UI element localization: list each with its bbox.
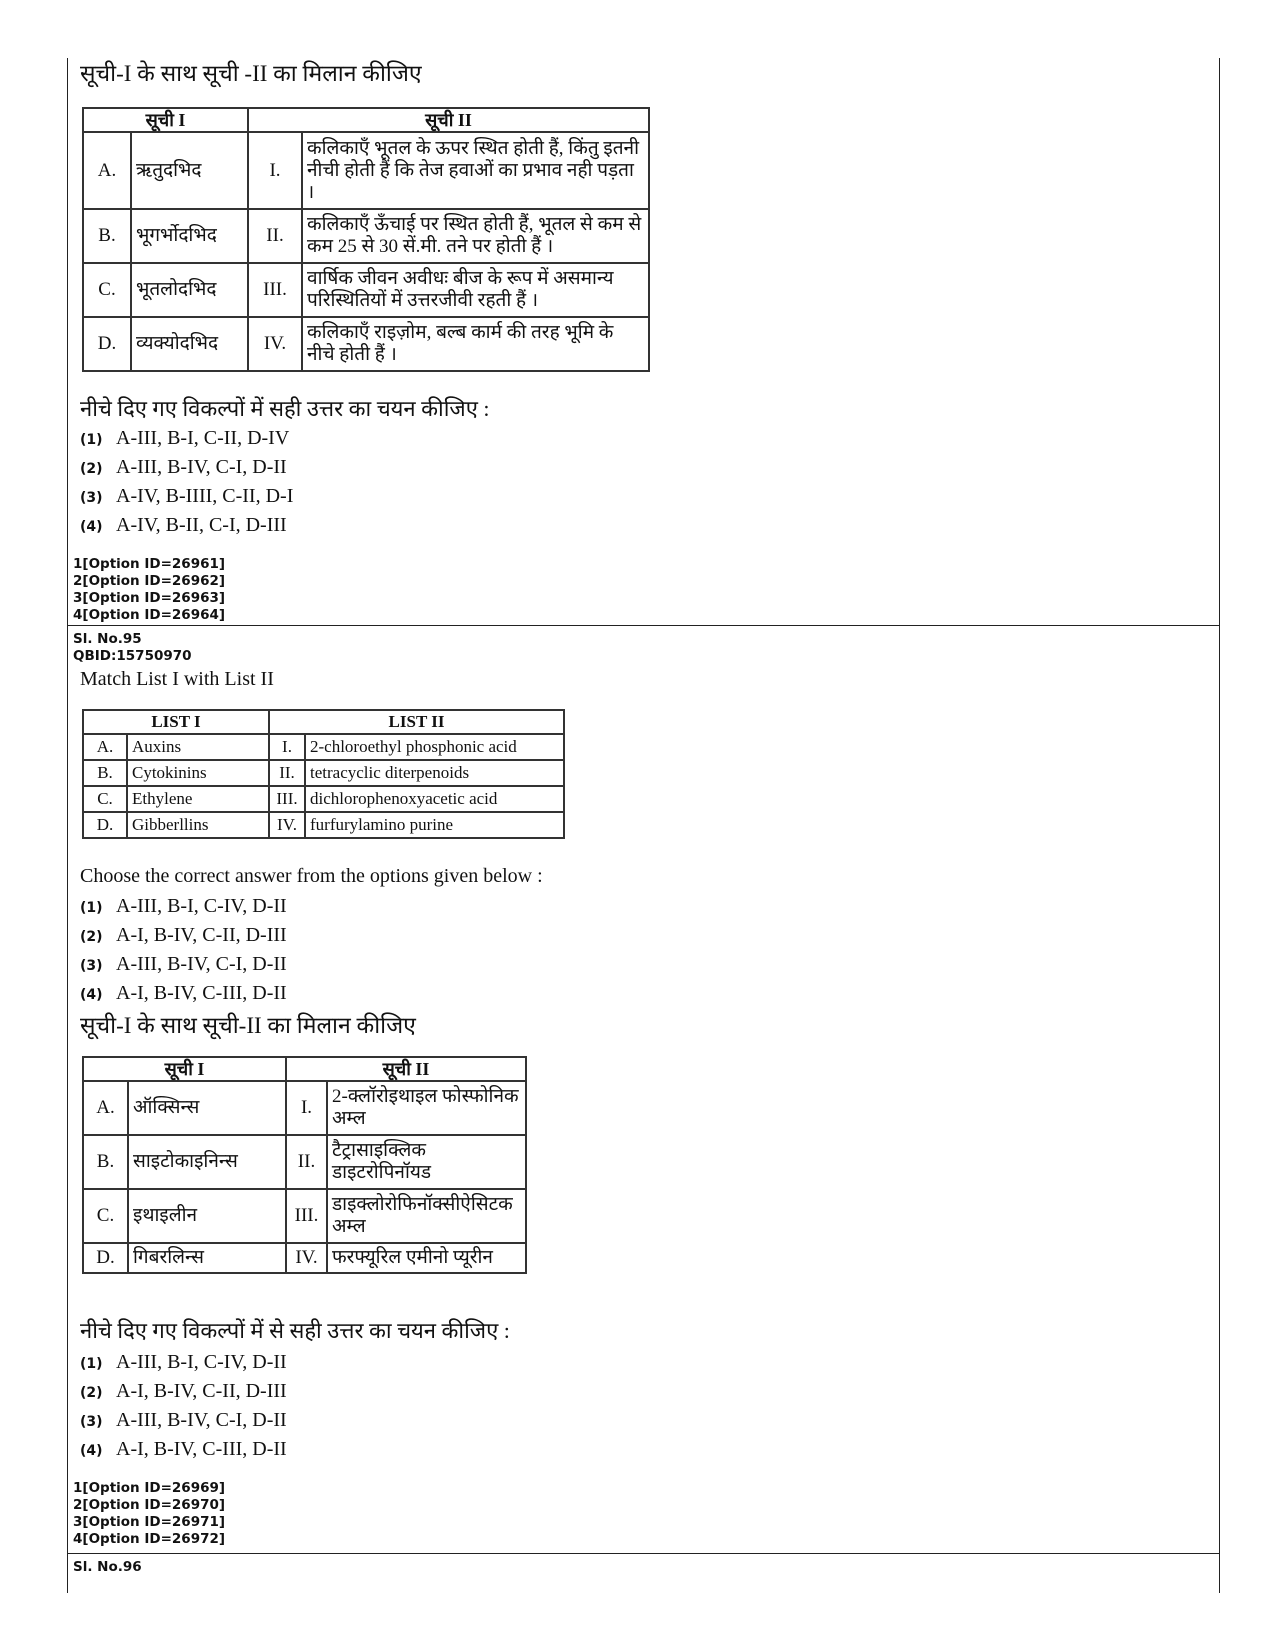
page-border-right xyxy=(1219,58,1220,1593)
row-letter: A. xyxy=(83,132,131,209)
row-item: Auxins xyxy=(127,734,269,760)
row-item: ऋतुदभिद xyxy=(131,132,248,209)
option-id-list xyxy=(73,1480,225,1548)
list-two-header: LIST II xyxy=(269,710,564,734)
table-row xyxy=(83,1135,526,1189)
option-text: A-III, B-IV, C-I, D-II xyxy=(116,953,287,975)
option-id: 2[Option ID=26970] xyxy=(73,1497,226,1513)
row-roman: IV. xyxy=(248,317,302,371)
table-header-row xyxy=(83,108,649,132)
option-item[interactable] xyxy=(80,951,287,980)
option-text: A-I, B-IV, C-II, D-III xyxy=(116,1380,287,1402)
row-roman: I. xyxy=(248,132,302,209)
row-description: वार्षिक जीवन अवीधः बीज के रूप में असमान्य परिस्थितियों में उत्तरजीवी रहती हैं । xyxy=(302,263,649,317)
serial-number: Sl. No.96 xyxy=(73,1559,142,1575)
option-item[interactable] xyxy=(80,1378,287,1407)
option-number: (4) xyxy=(80,1443,103,1459)
options-prompt-hindi: नीचे दिए गए विकल्पों में से सही उत्तर का चयन कीजिए : xyxy=(80,1318,510,1343)
table-row xyxy=(83,786,564,812)
serial-number: Sl. No.95 xyxy=(73,631,142,647)
row-description: टैट्रासाइक्लिक डाइटरोपिनॉयड xyxy=(327,1135,526,1189)
row-item: गिबरलिन्स xyxy=(128,1243,286,1273)
row-description: 2-chloroethyl phosphonic acid xyxy=(305,734,564,760)
options-list xyxy=(80,1349,287,1465)
option-number: (1) xyxy=(80,1356,103,1372)
option-item[interactable] xyxy=(80,1436,287,1465)
option-number: (3) xyxy=(80,490,103,506)
row-roman: III. xyxy=(269,786,305,812)
table-row xyxy=(83,317,649,371)
option-item[interactable] xyxy=(80,980,287,1009)
row-item: इथाइलीन xyxy=(128,1189,286,1243)
row-description: 2-क्लॉरोइथाइल फोस्फोनिक अम्ल xyxy=(327,1081,526,1135)
row-description: डाइक्लोरोफिनॉक्सीऐसिटक अम्ल xyxy=(327,1189,526,1243)
row-letter: B. xyxy=(83,1135,128,1189)
option-text: A-I, B-IV, C-III, D-II xyxy=(116,1438,287,1460)
row-letter: B. xyxy=(83,209,131,263)
row-roman: I. xyxy=(286,1081,327,1135)
row-roman: II. xyxy=(269,760,305,786)
table-row xyxy=(83,1189,526,1243)
list-one-header: LIST I xyxy=(83,710,269,734)
table-row xyxy=(83,734,564,760)
option-text: A-I, B-IV, C-III, D-II xyxy=(116,982,287,1004)
option-text: A-III, B-IV, C-I, D-II xyxy=(116,1409,287,1431)
row-letter: D. xyxy=(83,1243,128,1273)
option-number: (1) xyxy=(80,900,103,916)
row-letter: C. xyxy=(83,786,127,812)
row-roman: III. xyxy=(248,263,302,317)
option-item[interactable] xyxy=(80,425,293,454)
option-id: 3[Option ID=26971] xyxy=(73,1514,226,1530)
row-description: कलिकाएँ भूतल के ऊपर स्थित होती हैं, किंतु इतनी नीची होती हैं कि तेज हवाओं का प्रभाव नही पड़ता । xyxy=(302,132,649,209)
list-two-header: सूची II xyxy=(248,108,649,132)
option-number: (2) xyxy=(80,461,103,477)
option-text: A-IV, B-IIII, C-II, D-I xyxy=(116,485,294,507)
question-heading: Match List I with List II xyxy=(80,668,274,690)
row-letter: C. xyxy=(83,263,131,317)
row-item: भूगर्भोदभिद xyxy=(131,209,248,263)
row-letter: D. xyxy=(83,317,131,371)
question-divider xyxy=(67,625,1220,626)
options-prompt-hindi: नीचे दिए गए विकल्पों में सही उत्तर का चयन कीजिए : xyxy=(80,396,490,421)
table-row xyxy=(83,209,649,263)
option-number: (2) xyxy=(80,929,103,945)
row-item: साइटोकाइनिन्स xyxy=(128,1135,286,1189)
table-header-row xyxy=(83,710,564,734)
option-id: 2[Option ID=26962] xyxy=(73,573,226,589)
option-number: (3) xyxy=(80,1414,103,1430)
row-item: भूतलोदभिद xyxy=(131,263,248,317)
row-letter: A. xyxy=(83,734,127,760)
row-description: tetracyclic diterpenoids xyxy=(305,760,564,786)
match-table-hindi-94 xyxy=(82,107,650,372)
table-row xyxy=(83,1081,526,1135)
option-number: (2) xyxy=(80,1385,103,1401)
row-letter: C. xyxy=(83,1189,128,1243)
list-one-header: सूची I xyxy=(83,108,248,132)
option-text: A-III, B-I, C-IV, D-II xyxy=(116,895,287,917)
row-roman: IV. xyxy=(269,812,305,838)
row-description: कलिकाएँ ऊँचाई पर स्थित होती हैं, भूतल से कम से कम 25 से 30 सें.मी. तने पर होती हैं । xyxy=(302,209,649,263)
option-text: A-III, B-IV, C-I, D-II xyxy=(116,456,287,478)
table-row xyxy=(83,1243,526,1273)
option-text: A-IV, B-II, C-I, D-III xyxy=(116,514,287,536)
options-prompt: Choose the correct answer from the options given below : xyxy=(80,865,543,887)
table-row xyxy=(83,760,564,786)
option-text: A-III, B-I, C-IV, D-II xyxy=(116,1351,287,1373)
table-row xyxy=(83,132,649,209)
option-id: 3[Option ID=26963] xyxy=(73,590,226,606)
row-letter: D. xyxy=(83,812,127,838)
option-text: A-III, B-I, C-II, D-IV xyxy=(116,427,290,449)
row-roman: II. xyxy=(286,1135,327,1189)
option-item[interactable] xyxy=(80,922,287,951)
row-description: dichlorophenoxyacetic acid xyxy=(305,786,564,812)
match-table-hindi-95 xyxy=(82,1056,527,1274)
row-item: Gibberllins xyxy=(127,812,269,838)
question-bank-id: QBID:15750970 xyxy=(73,648,192,664)
match-table-english xyxy=(82,709,565,839)
row-roman: II. xyxy=(248,209,302,263)
option-item[interactable] xyxy=(80,1349,287,1378)
row-roman: III. xyxy=(286,1189,327,1243)
option-id: 1[Option ID=26961] xyxy=(73,556,226,572)
question-divider xyxy=(67,1553,1220,1554)
row-description: फरफ्यूरिल एमीनो प्यूरीन xyxy=(327,1243,526,1273)
option-item[interactable] xyxy=(80,1407,287,1436)
row-description: furfurylamino purine xyxy=(305,812,564,838)
row-item: ऑक्सिन्स xyxy=(128,1081,286,1135)
option-item[interactable] xyxy=(80,512,293,541)
table-row xyxy=(83,263,649,317)
option-id: 1[Option ID=26969] xyxy=(73,1480,226,1496)
table-row xyxy=(83,812,564,838)
question-heading-hindi: सूची-I के साथ सूची -II का मिलान कीजिए xyxy=(80,61,422,86)
option-id-list xyxy=(73,556,225,624)
option-id: 4[Option ID=26964] xyxy=(73,607,226,623)
row-description: कलिकाएँ राइज़ोम, बल्ब कार्म की तरह भूमि के नीचे होती हैं । xyxy=(302,317,649,371)
option-number: (4) xyxy=(80,519,103,535)
table-header-row xyxy=(83,1057,526,1081)
row-roman: I. xyxy=(269,734,305,760)
option-item[interactable] xyxy=(80,454,293,483)
row-item: Cytokinins xyxy=(127,760,269,786)
option-text: A-I, B-IV, C-II, D-III xyxy=(116,924,287,946)
options-list xyxy=(80,893,287,1009)
row-letter: B. xyxy=(83,760,127,786)
list-two-header: सूची II xyxy=(286,1057,526,1081)
option-id: 4[Option ID=26972] xyxy=(73,1531,226,1547)
option-item[interactable] xyxy=(80,893,287,922)
option-number: (3) xyxy=(80,958,103,974)
option-number: (4) xyxy=(80,987,103,1003)
row-item: Ethylene xyxy=(127,786,269,812)
row-item: व्यक्योदभिद xyxy=(131,317,248,371)
options-list xyxy=(80,425,293,541)
row-letter: A. xyxy=(83,1081,128,1135)
option-item[interactable] xyxy=(80,483,293,512)
option-number: (1) xyxy=(80,432,103,448)
list-one-header: सूची I xyxy=(83,1057,286,1081)
question-heading-hindi: सूची-I के साथ सूची-II का मिलान कीजिए xyxy=(80,1013,416,1038)
row-roman: IV. xyxy=(286,1243,327,1273)
page-border-left xyxy=(67,58,68,1593)
